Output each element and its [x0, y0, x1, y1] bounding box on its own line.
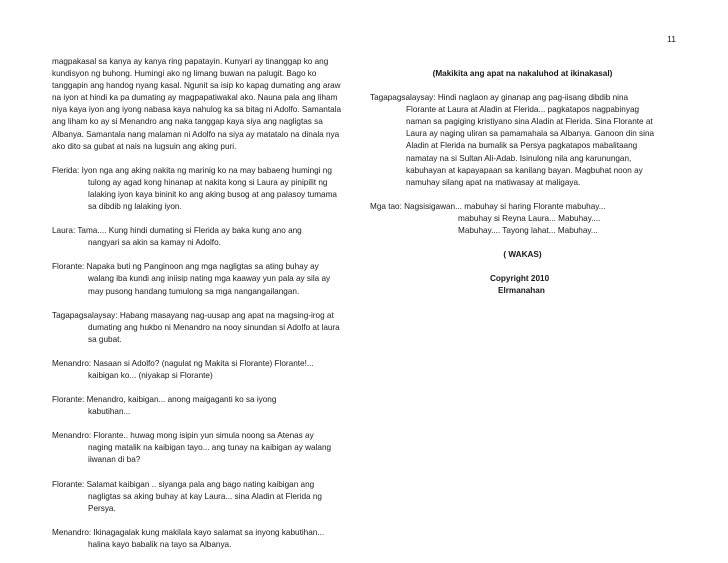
- text-line: kundisyon ng buhong. Humingi ako ng limang buwan na palugit. Bago ko: [52, 69, 317, 79]
- text-line: Flerida: Iyon nga ang aking nakita ng marinig ko na may babaeng humingi ng: [52, 165, 332, 175]
- text-line: kabuhayan at kapayapaan sa kanilang bayan. Magbuhat noon ay: [406, 165, 643, 175]
- text-line: kaibigan ko... (niyakap si Florante): [88, 370, 213, 380]
- text-line: Mga tao: Nagsisigawan... mabuhay si haring Florante mabuhay...: [370, 201, 606, 211]
- dialogue-paragraph: [52, 165, 357, 213]
- text-line: Menandro: Ikinagagalak kung makilala kayo salamat sa inyong kabutihan...: [52, 527, 325, 537]
- page-number: 11: [667, 34, 676, 44]
- left-column: [52, 56, 357, 563]
- dialogue-paragraph: [52, 225, 357, 249]
- text-line: kabutihan...: [88, 407, 131, 417]
- text-line: mabuhay si Reyna Laura... Mabuhay....: [458, 213, 601, 223]
- dialogue-paragraph: [52, 310, 357, 346]
- text-line: namuhay silang apat na matiwasay at maligaya.: [406, 177, 581, 187]
- text-line: dumating ang hukbo ni Menandro na nooy sinundan si Adolfo at laura: [88, 322, 340, 332]
- text-line: may pusong handang tumulong sa mga nangangailangan.: [88, 286, 300, 296]
- dialogue-paragraph: [52, 479, 357, 515]
- dialogue-paragraph: [52, 430, 357, 466]
- text-line: halina kayo babalik na tayo sa Albanya.: [88, 539, 232, 549]
- text-line: Tagapagsalaysay: Habang masayang nag-uusap ang apat na magsing-irog at: [52, 310, 334, 320]
- text-line: lalaking iyon kaya bininit ko ang aking busog at ang palasoy tumama: [88, 189, 337, 199]
- text-line: Florante: Menandro, kaibigan... anong maigaganti ko sa iyong: [52, 395, 277, 405]
- text-line: Tagapagsalaysay: Hindi naglaon ay ginanap ang pag-iisang dibdib nina: [370, 93, 629, 103]
- text-line: ako dito sa gubat at nais na lugsuin ang aking puri.: [52, 141, 237, 151]
- dialogue-paragraph: [52, 527, 357, 551]
- text-line: Mabuhay.... Tayong lahat... Mabuhay...: [458, 226, 598, 236]
- copyright-text: Copyright 2010: [490, 274, 550, 284]
- chorus-paragraph: [370, 201, 675, 237]
- right-column: [370, 56, 675, 297]
- text-line: iiwanan di ba?: [88, 455, 141, 465]
- dialogue-paragraph: [52, 56, 357, 153]
- text-line: namatay na si Sultan Ali-Adab. Isinulong nila ang karunungan,: [406, 153, 632, 163]
- text-line: Laura ay naging uliran sa pamamahala sa Albanya. Ganoon din sina: [406, 129, 655, 139]
- text-line: Persya.: [88, 503, 116, 513]
- text-line: Laura: Tama.... Kung hindi dumating si Flerida ay baka kung ano ang: [52, 226, 302, 236]
- text-line: tanggapin ang handog nyang kasal. Ngunit sa isip ko kapag dumating ang araw: [52, 81, 341, 91]
- text-line: niya kaya iyon ang iyong nabasa kaya nahulog ka sa bitag ni Adolfo. Samantala: [52, 105, 342, 115]
- dialogue-paragraph: [52, 261, 357, 297]
- text-line: Florante: Napaka buti ng Panginoon ang mga nagligtas sa ating buhay ay: [52, 262, 319, 272]
- dialogue-paragraph: [52, 394, 357, 418]
- text-line: Aladin at Flerida na bumalik sa Persya pagkatapos mabalitaang: [406, 141, 638, 151]
- text-line: Menandro: Florante.. huwag mong isipin yun simula noong sa Atenas ay: [52, 431, 314, 441]
- text-line: Albanya. Samantala nang malaman ni Adolfo na siya ay matatalo na dinala nya: [52, 129, 340, 139]
- text-line: nagligtas sa aking buhay at kay Laura... sina Aladin at Flerida ng: [88, 491, 322, 501]
- text-line: naman sa pagiging kristiyano sina Aladin at Flerida. Sina Florante at: [406, 117, 653, 127]
- text-line: tulong ay agad kong hinanap at nakita kong si Laura ay pinipilit ng: [88, 177, 328, 187]
- stage-note: (Makikita ang apat na nakaluhod at ikinakasal): [432, 69, 613, 78]
- text-line: naging matalik na kaibigan tayo... ang tunay na kaibigan ay walang: [88, 443, 332, 453]
- dialogue-paragraph: [52, 358, 357, 382]
- text-line: sa gubat.: [88, 334, 122, 344]
- text-line: ang liham ko ay si Menandro ang naka tanggap kaya siya ang nagligtas sa: [52, 117, 323, 127]
- text-line: Menandro: Nasaan si Adolfo? (nagulat ng Makita si Florante) Florante!...: [52, 358, 314, 368]
- text-line: walang iba kundi ang iniisip nating mga kaaway yun pala ay sila ay: [88, 274, 331, 284]
- text-line: Florante: Salamat kaibigan .. siyanga pala ang bago nating kaibigan ang: [52, 479, 315, 489]
- author-text: Elrmanahan: [498, 286, 545, 296]
- text-line: nangyari sa akin sa kamay ni Adolfo.: [88, 238, 221, 248]
- text-line: na iyon at hindi ka pa dumating ay magpapatiwakal ako. Nauna pala ang liham: [52, 93, 338, 103]
- narration-paragraph: [370, 92, 675, 189]
- text-line: magpakasal sa kanya ay kanya ring papatayin. Kunyari ay tinanggap ko ang: [52, 57, 329, 66]
- ending-text: ( WAKAS): [503, 250, 542, 260]
- text-line: sa dibdib ng lalaking iyon.: [88, 202, 182, 212]
- text-line: Florante at Laura at Aladin at Flerida... pagkatapos nagpabinyag: [406, 105, 640, 115]
